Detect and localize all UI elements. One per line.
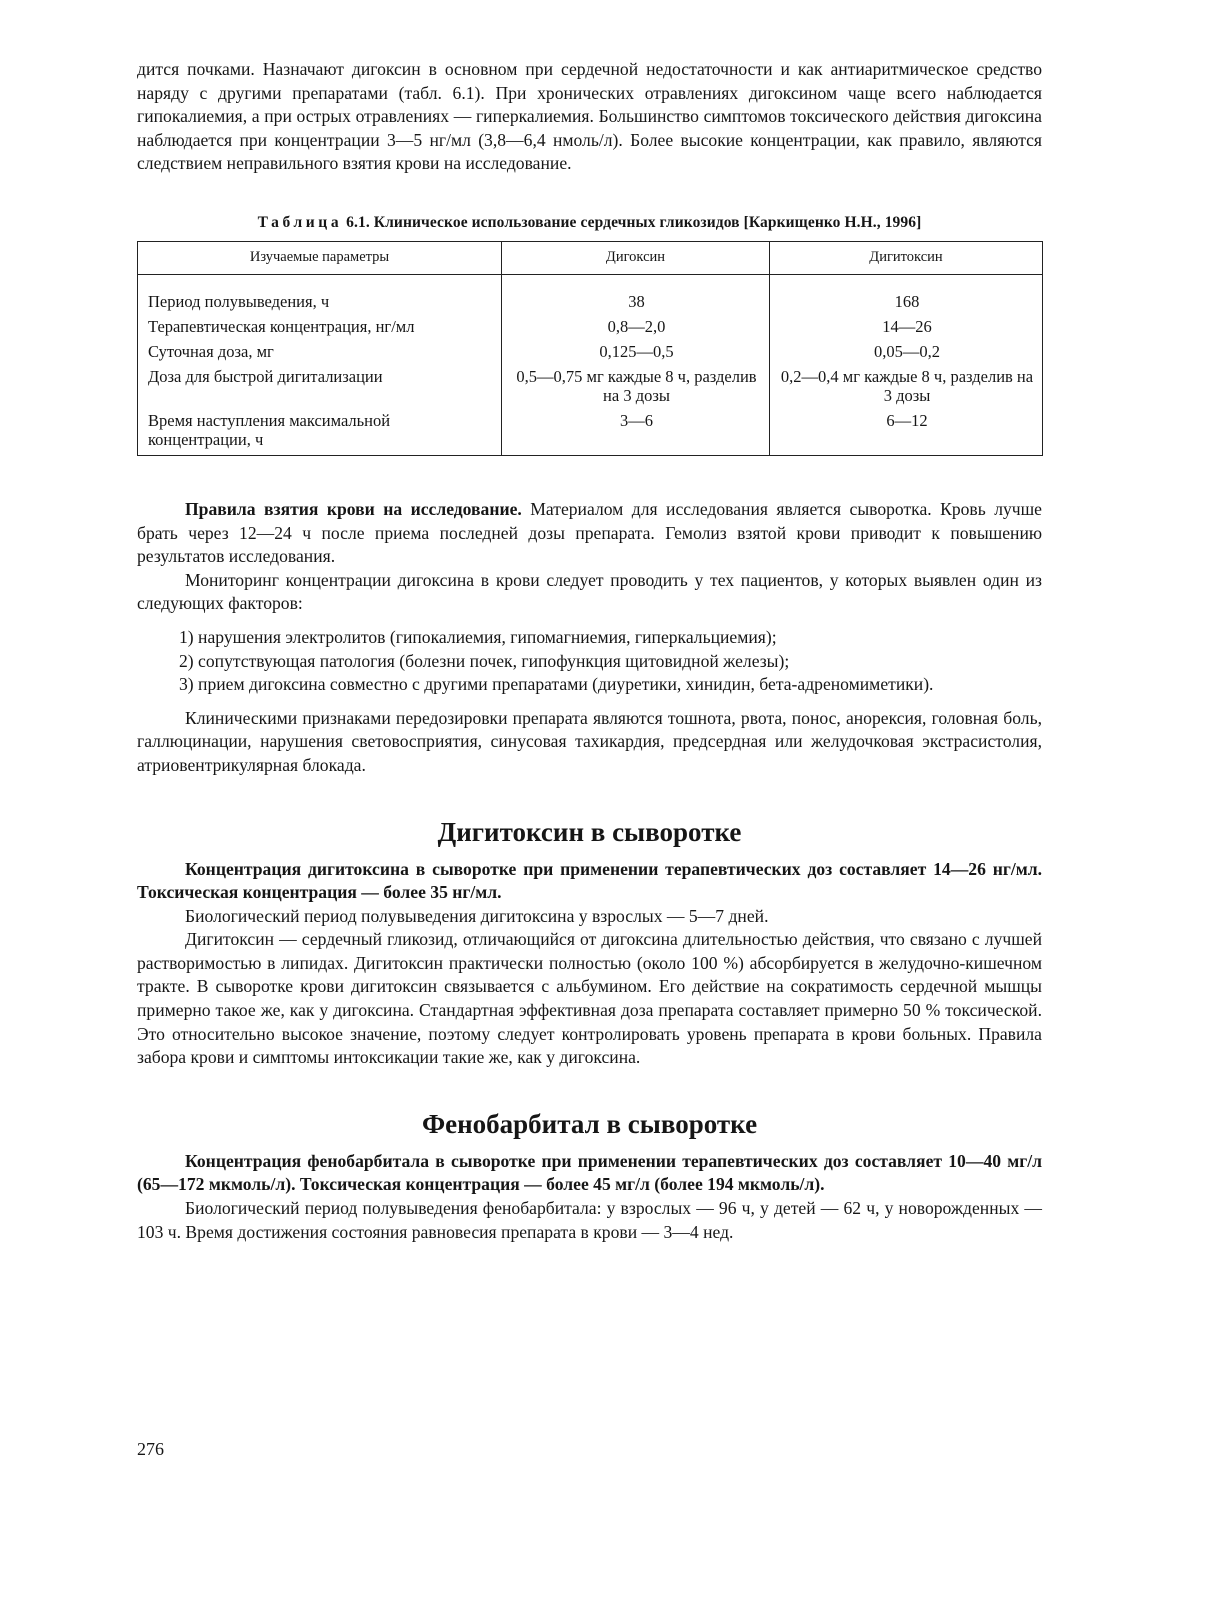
section-lead: Концентрация фенобарбитала в сыворотке при применении терапевтических доз составляет 10—40 мг/л (65—172 мкмоль/л). Токсическая концентрация — более 45 мг/л (более 194 мкмоль/л). (137, 1150, 1042, 1195)
row-digitoxin-value: 14—26 (770, 315, 1043, 340)
row-parameter: Терапевтическая концентрация, нг/мл (138, 315, 502, 340)
blood-sampling-rules (137, 498, 1042, 569)
half-life-paragraph: Биологический период полувыведения фенобарбитала: у взрослых — 96 ч, у детей — 62 ч, у новорожденных — 103 ч. Время достижения состояния равновесия препарата в крови — 3—4 нед. (137, 1198, 1042, 1242)
half-life-paragraph: Биологический период полувыведения дигитоксина у взрослых — 5—7 дней. (185, 905, 769, 926)
monitoring-paragraph: Мониторинг концентрации дигоксина в крови следует проводить у тех пациентов, у которых выявлен один из следующих факторов: (137, 569, 1042, 614)
rules-lead: Правила взятия крови на исследование. (185, 498, 522, 519)
table-caption (137, 214, 1042, 232)
list-item: 1) нарушения электролитов (гипокалиемия, гипомагниемия, гиперкальциемия); (179, 626, 777, 647)
table-caption-text: 6.1. Клиническое использование сердечных гликозидов [Каркищенко Н.Н., 1996] (346, 213, 922, 231)
row-digoxin-value: 38 (502, 274, 770, 315)
table-header-row (138, 241, 1043, 274)
list-item: 3) прием дигоксина совместно с другими препаратами (диуретики, хинидин, бета-адреномиметики). (179, 674, 934, 695)
table-caption-label: Таблица (257, 213, 343, 231)
list-item: 2) сопутствующая патология (болезни почек, гипофункция щитовидной железы); (179, 650, 790, 671)
glycosides-table (137, 241, 1043, 456)
clinical-signs-paragraph: Клиническими признаками передозировки препарата являются тошнота, рвота, понос, анорексия, головная боль, галлюцинации, нарушения световосприятия, синусовая тахикардия, предсердная или желудочковая экстрасистолия, атриовентрикулярная блокада. (137, 707, 1042, 775)
row-digitoxin-value: 6—12 (770, 409, 1043, 456)
row-parameter: Суточная доза, мг (138, 340, 502, 365)
row-digoxin-value: 0,5—0,75 мг каждые 8 ч, разделив на 3 дозы (502, 365, 770, 409)
intro-paragraph: дится почками. Назначают дигоксин в основном при сердечной недостаточности и как антиаритмическое средство наряду с другими препаратами (табл. 6.1). При хронических отравлениях дигоксином чаще всего наблюдается гипокалиемия, а при острых отравлениях — гиперкалиемия. Большинство симптомов токсического действия дигоксина наблюдается при концентрации 3—5 нг/мл (3,8—6,4 нмоль/л). Более высокие концентрации, как правило, являются следствием неправильного взятия крови на исследование. (137, 59, 1042, 174)
row-digitoxin-value: 0,05—0,2 (770, 340, 1043, 365)
table-row (138, 315, 1043, 340)
table-row (138, 340, 1043, 365)
description-paragraph: Дигитоксин — сердечный гликозид, отличающийся от дигоксина длительностью действия, что связано с лучшей растворимостью в липидах. Дигитоксин практически полностью (около 100 %) абсорбируется в желудочно-кишечном тракте. В сыворотке крови дигитоксин связывается с альбумином. Его действие на сократимость сердечной мышцы примерно такое же, как у дигоксина. Стандартная эффективная доза препарата составляет примерно 50 % токсической. Это относительно высокое значение, поэтому следует контролировать уровень препарата в крови больных. Правила забора крови и симптомы интоксикации такие же, как у дигоксина. (137, 929, 1042, 1068)
row-parameter: Период полувыведения, ч (138, 274, 502, 315)
row-digitoxin-value: 168 (770, 274, 1043, 315)
row-digitoxin-value: 0,2—0,4 мг каждые 8 ч, разделив на 3 дозы (770, 365, 1043, 409)
page-content (137, 58, 1042, 1244)
row-parameter: Доза для быстрой дигитализации (138, 365, 502, 409)
rules-text: Материалом для исследования является сыворотка. Кровь лучше брать через 12—24 ч после приема последней дозы препарата. Гемолиз взятой крови приводит к повышению результатов исследования. (137, 498, 1042, 567)
header-digitoxin: Дигитоксин (770, 241, 1043, 274)
section-heading: Фенобарбитал в сыворотке (421, 1108, 758, 1139)
page-number: 276 (137, 1439, 164, 1459)
section-heading: Дигитоксин в сыворотке (437, 816, 742, 847)
row-parameter: Время наступления максимальной концентрации, ч (138, 409, 502, 456)
digitoxin-section (137, 816, 1042, 1070)
table-row (138, 274, 1043, 315)
row-digoxin-value: 0,8—2,0 (502, 315, 770, 340)
row-digoxin-value: 0,125—0,5 (502, 340, 770, 365)
factors-list (137, 626, 1042, 697)
phenobarbital-section (137, 1108, 1042, 1244)
table-row (138, 365, 1043, 409)
header-parameters: Изучаемые параметры (138, 241, 502, 274)
header-digoxin: Дигоксин (502, 241, 770, 274)
table-row (138, 409, 1043, 456)
section-lead: Концентрация дигитоксина в сыворотке при применении терапевтических доз составляет 14—26 нг/мл. Токсическая концентрация — более 35 нг/мл. (137, 858, 1042, 903)
row-digoxin-value: 3—6 (502, 409, 770, 456)
